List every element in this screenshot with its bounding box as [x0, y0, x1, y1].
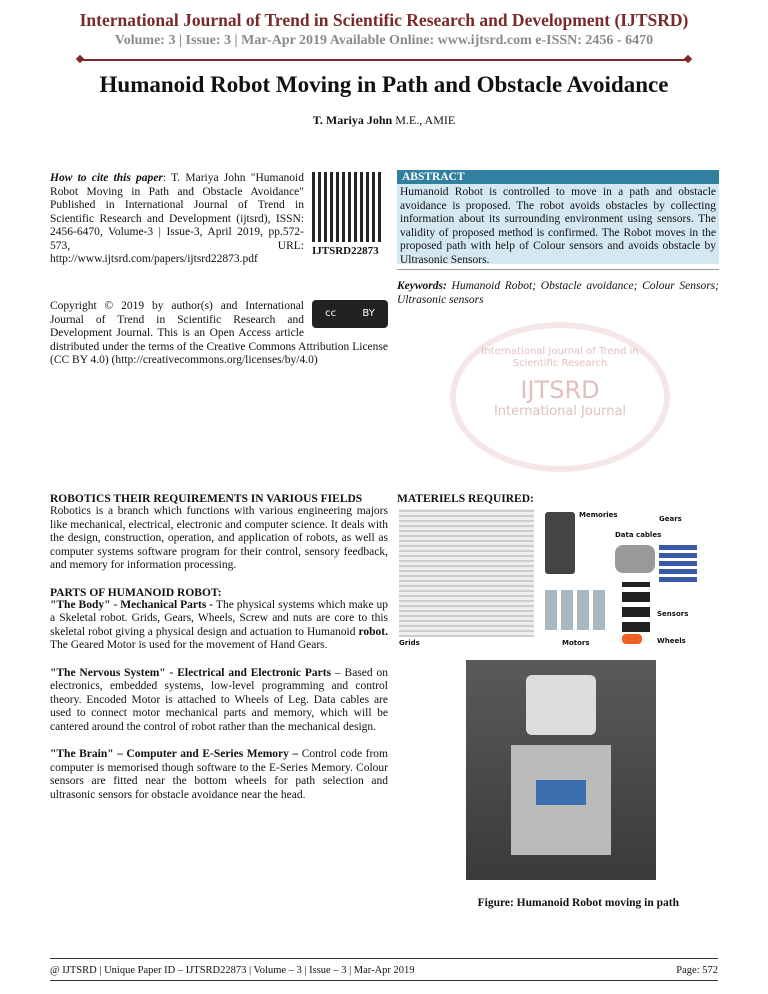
watermark-seal: [450, 322, 670, 472]
qr-block: [312, 172, 388, 259]
copyright: Copyright © 2019 by author(s) and International Journal of Trend in Scientific Research and Development Journal. This is an Open Access article distributed under the terms of the Creative Commons Attribution License (CC BY 4.0) (http://creativecommons.org/licenses/by/4.0): [50, 300, 388, 366]
author-name: T. Mariya John: [312, 113, 393, 127]
section-heading: ROBOTICS THEIR REQUIREMENTS IN VARIOUS FIELDS: [50, 493, 363, 505]
label-gears: Gears: [659, 515, 682, 523]
citation: [50, 172, 388, 267]
keywords: [397, 280, 719, 307]
bold: robot.: [358, 625, 388, 638]
left-column-body: [50, 493, 388, 802]
cc-icon: cc: [325, 308, 337, 320]
label-motors: Motors: [562, 639, 590, 647]
paper-title: Humanoid Robot Moving in Path and Obstacle Avoidance: [99, 72, 669, 97]
robot-head: [526, 675, 596, 735]
keywords-label: Keywords:: [397, 280, 447, 292]
label-data-cables: Data cables: [615, 531, 662, 539]
qr-code[interactable]: [312, 172, 382, 242]
label-wheels: Wheels: [657, 637, 686, 645]
section-text: [50, 667, 388, 735]
footer: [50, 958, 718, 981]
sensors-image: [622, 582, 650, 632]
section-text: Robotics is a branch which functions with various engineering majors like mechanical, electrical, electronic and computer science. It deals with the design, construction, operation, and application of robots, as well as computer systems software program for their control, sensory feedback, and memory for information processing.: [50, 505, 388, 571]
lead: "The Brain" – Computer and E-Series Memory –: [50, 748, 299, 760]
grids-image: [399, 509, 534, 637]
section-text: [50, 599, 388, 653]
divider: [397, 269, 719, 270]
cc-by-badge[interactable]: [312, 300, 388, 328]
text: The physical systems which make up a Skeletal robot. Grids, Gears, Wheels, Screw and nuts are core to this skeletal robot giving a physical design and actuation to Humanoid: [50, 598, 388, 638]
watermark-bottom: International Journal: [493, 404, 627, 419]
figure-caption: Figure: Humanoid Robot moving in path: [477, 897, 679, 909]
label-sensors: Sensors: [657, 610, 689, 618]
text: – Based on electronics, embedded systems, low-level programming and control theory. Encoded Motor is attached to Wheels of Leg. Data cables are used to connect motor mechanical parts and memory, which will be cantered around the control of robot rather than the mechanical design.: [50, 666, 389, 733]
materials-heading: MATERIELS REQUIRED:: [397, 493, 534, 505]
author-credentials: M.E., AMIE: [392, 113, 456, 127]
memory-image: [545, 512, 575, 574]
abstract-text: Humanoid Robot is controlled to move in a path and obstacle avoidance is proposed. The robot avoids obstacles by collecting information about its surrounding environment using sensors. The validity of proposed method is confirmed. The Robot moves in the proposed path with help of Colour sensors and avoids obstacle by Ultrasonic Sensors.: [400, 186, 716, 266]
cables-image: [615, 545, 655, 573]
volume-line: Volume: 3 | Issue: 3 | Mar-Apr 2019 Available Online: www.ijtsrd.com e-ISSN: 2456 - 6470: [114, 33, 654, 48]
wheels-image: [622, 634, 642, 644]
section-text: [50, 748, 388, 802]
robot-memory: [536, 780, 586, 805]
robot-photo: [466, 660, 656, 880]
header-rule: [80, 59, 688, 61]
text: The Geared Motor is used for the movement of Hand Gears.: [50, 639, 328, 651]
lead: "The Body" - Mechanical Parts -: [50, 598, 214, 611]
label-grids: Grids: [399, 639, 420, 647]
by-icon: BY: [362, 308, 375, 320]
section-heading: PARTS OF HUMANOID ROBOT:: [50, 586, 222, 599]
text: Control code from computer is memorised though software to the E-Series Memory. Colour sensors are fitted near the bottom wheels for path selection and ultrasonic sensors for obstacle avoidance near the head.: [50, 748, 389, 801]
materials-figure: [397, 507, 717, 647]
citation-label: How to cite this paper: [50, 172, 163, 184]
gears-image: [659, 542, 697, 582]
paper-id: IJTSRD22873: [312, 245, 379, 257]
watermark-top: International Journal of Trend in Scientific Research: [481, 346, 639, 369]
lead: "The Nervous System" - Electrical and Electronic Parts: [50, 666, 332, 679]
abstract-heading: ABSTRACT: [397, 170, 719, 184]
label-memories: Memories: [579, 511, 618, 519]
keywords-text: Humanoid Robot; Obstacle avoidance; Colour Sensors; Ultrasonic sensors: [397, 280, 719, 306]
page-number: Page: 572: [676, 965, 718, 976]
author: [0, 113, 768, 128]
citation-text: : T. Mariya John "Humanoid Robot Moving in Path and Obstacle Avoidance" Published in International Journal of Trend in Scientific Research and Development (ijtsrd), ISSN: 2456-6470, Volume-3 | Issue-3, April 2019, pp.572-573, URL: http://www.ijtsrd.com/papers/ijtsrd22873.pdf: [50, 172, 304, 265]
watermark-middle: IJTSRD: [520, 376, 600, 404]
motors-image: [545, 590, 605, 630]
journal-name: International Journal of Trend in Scientific Research and Development (IJTSRD): [79, 10, 689, 30]
copyright-block: [50, 300, 388, 368]
footer-left: @ IJTSRD | Unique Paper ID – IJTSRD22873 | Volume – 3 | Issue – 3 | Mar-Apr 2019: [50, 965, 415, 976]
